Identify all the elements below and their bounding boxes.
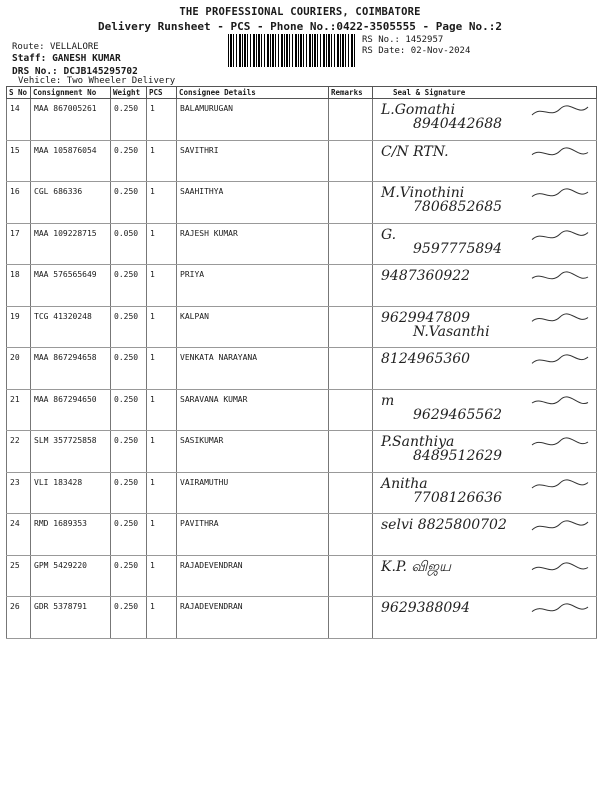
row-consignee: PAVITHRA	[177, 514, 329, 556]
row-weight: 0.250	[111, 431, 147, 473]
table-row	[7, 99, 597, 141]
row-signature	[373, 514, 597, 556]
row-sno: 18	[7, 265, 31, 307]
row-consignee: KALPAN	[177, 306, 329, 348]
row-consignment-no: MAA 576565649	[31, 265, 111, 307]
row-sno: 20	[7, 348, 31, 390]
runsheet-table	[6, 86, 597, 639]
row-pcs: 1	[147, 182, 177, 224]
signature-phone: 8489512629	[413, 448, 503, 464]
row-remarks	[329, 514, 373, 556]
col-remarks-header: Remarks	[329, 87, 373, 99]
table-row	[7, 348, 597, 390]
signature-text: selvi 8825800702	[381, 517, 507, 533]
row-remarks	[329, 306, 373, 348]
route-label: Route:	[12, 42, 45, 52]
signature-scribble-icon	[530, 394, 590, 412]
row-sno: 14	[7, 99, 31, 141]
table-row	[7, 182, 597, 224]
rs-no-value: 1452957	[405, 35, 444, 45]
signature-scribble-icon	[530, 311, 590, 329]
row-weight: 0.250	[111, 555, 147, 597]
row-sno: 23	[7, 472, 31, 514]
staff-value: GANESH KUMAR	[52, 53, 121, 64]
row-consignee: SASIKUMAR	[177, 431, 329, 473]
row-remarks	[329, 265, 373, 307]
signature-phone: 9629465562	[413, 406, 503, 423]
row-pcs: 1	[147, 389, 177, 431]
row-consignment-no: RMD 1689353	[31, 514, 111, 556]
row-pcs: 1	[147, 431, 177, 473]
row-consignee: VAIRAMUTHU	[177, 472, 329, 514]
row-signature	[373, 182, 597, 224]
row-consignment-no: MAA 867294650	[31, 389, 111, 431]
signature-phone: N.Vasanthi	[413, 323, 490, 340]
row-signature	[373, 99, 597, 141]
row-remarks	[329, 472, 373, 514]
row-weight: 0.050	[111, 223, 147, 265]
row-weight: 0.250	[111, 348, 147, 390]
signature-scribble-icon	[530, 518, 590, 536]
row-pcs: 1	[147, 306, 177, 348]
signature-scribble-icon	[530, 601, 590, 619]
row-pcs: 1	[147, 223, 177, 265]
rs-date-value: 02-Nov-2024	[410, 46, 471, 56]
row-signature	[373, 431, 597, 473]
row-signature	[373, 348, 597, 390]
col-weight-header: Weight	[111, 87, 147, 99]
row-consignment-no: CGL 686336	[31, 182, 111, 224]
row-sno: 21	[7, 389, 31, 431]
row-signature	[373, 389, 597, 431]
signature-scribble-icon	[530, 435, 590, 453]
signature-text: M.Vinothini	[381, 185, 465, 201]
row-sno: 22	[7, 431, 31, 473]
row-signature	[373, 597, 597, 639]
signature-text: 9629388094	[381, 600, 471, 616]
row-consignee: SAAHITHYA	[177, 182, 329, 224]
signature-scribble-icon	[530, 186, 590, 204]
signature-text: 9629947809	[381, 309, 471, 326]
row-remarks	[329, 597, 373, 639]
row-sno: 19	[7, 306, 31, 348]
staff-line	[12, 53, 121, 64]
vehicle-line	[18, 76, 175, 86]
row-pcs: 1	[147, 555, 177, 597]
row-signature	[373, 306, 597, 348]
row-consignment-no: MAA 867294658	[31, 348, 111, 390]
col-pcs-header: PCS	[147, 87, 177, 99]
row-signature	[373, 555, 597, 597]
row-sno: 24	[7, 514, 31, 556]
col-signature-header: Seal & Signature	[373, 87, 597, 99]
row-consignee: RAJADEVENDRAN	[177, 555, 329, 597]
signature-scribble-icon	[530, 560, 590, 578]
company-title: THE PROFESSIONAL COURIERS, COIMBATORE	[179, 6, 421, 18]
table-header-row	[7, 87, 597, 99]
rs-no-line	[362, 35, 443, 45]
row-weight: 0.250	[111, 306, 147, 348]
route-value: VELLALORE	[49, 42, 99, 52]
row-remarks	[329, 389, 373, 431]
table-row	[7, 306, 597, 348]
signature-phone: 7806852685	[413, 199, 503, 215]
row-signature	[373, 223, 597, 265]
row-sno: 25	[7, 555, 31, 597]
col-consignment-header: Consignment No	[31, 87, 111, 99]
table-row	[7, 431, 597, 473]
signature-phone: 9597775894	[413, 240, 503, 257]
row-pcs: 1	[147, 597, 177, 639]
row-consignee: BALAMURUGAN	[177, 99, 329, 141]
row-consignee: RAJESH KUMAR	[177, 223, 329, 265]
route-line	[12, 42, 99, 52]
row-consignment-no: SLM 357725858	[31, 431, 111, 473]
signature-phone: 8940442688	[413, 116, 503, 132]
table-row	[7, 265, 597, 307]
row-signature	[373, 140, 597, 182]
row-weight: 0.250	[111, 99, 147, 141]
col-sno-header: S No	[7, 87, 31, 99]
row-consignment-no: GPM 5429220	[31, 555, 111, 597]
signature-text: K.P. விஜய	[381, 558, 451, 575]
signature-scribble-icon	[530, 228, 590, 246]
row-remarks	[329, 555, 373, 597]
row-pcs: 1	[147, 472, 177, 514]
signature-scribble-icon	[530, 352, 590, 370]
signature-scribble-icon	[530, 145, 590, 163]
col-consignee-header: Consignee Details	[177, 87, 329, 99]
row-consignee: SARAVANA KUMAR	[177, 389, 329, 431]
row-remarks	[329, 182, 373, 224]
signature-scribble-icon	[530, 477, 590, 495]
row-weight: 0.250	[111, 140, 147, 182]
rs-date-label: RS Date:	[362, 46, 406, 56]
row-consignee: PRIYA	[177, 265, 329, 307]
row-remarks	[329, 431, 373, 473]
row-consignment-no: MAA 105876054	[31, 140, 111, 182]
signature-phone: 7708126636	[413, 489, 503, 506]
row-signature	[373, 265, 597, 307]
row-remarks	[329, 140, 373, 182]
row-remarks	[329, 99, 373, 141]
row-consignment-no: TCG 41320248	[31, 306, 111, 348]
table-row	[7, 140, 597, 182]
row-remarks	[329, 348, 373, 390]
row-pcs: 1	[147, 99, 177, 141]
row-sno: 26	[7, 597, 31, 639]
signature-text: 8124965360	[381, 351, 471, 367]
signature-text: Anitha	[381, 475, 428, 492]
staff-label: Staff:	[12, 53, 47, 64]
row-pcs: 1	[147, 140, 177, 182]
table-row	[7, 514, 597, 556]
row-pcs: 1	[147, 265, 177, 307]
table-row	[7, 555, 597, 597]
signature-text: 9487360922	[381, 268, 471, 284]
row-consignee: SAVITHRI	[177, 140, 329, 182]
row-consignment-no: MAA 109228715	[31, 223, 111, 265]
barcode	[228, 34, 356, 67]
rs-date-line	[362, 46, 470, 56]
row-weight: 0.250	[111, 265, 147, 307]
table-row	[7, 472, 597, 514]
signature-text: m	[381, 392, 395, 409]
signature-text: L.Gomathi	[381, 102, 456, 118]
signature-text: P.Santhiya	[381, 434, 455, 450]
row-pcs: 1	[147, 514, 177, 556]
row-sno: 17	[7, 223, 31, 265]
table-row	[7, 223, 597, 265]
vehicle-label: Vehicle:	[18, 76, 62, 86]
row-consignment-no: VLI 183428	[31, 472, 111, 514]
row-signature	[373, 472, 597, 514]
rs-no-label: RS No.:	[362, 35, 400, 45]
signature-scribble-icon	[530, 269, 590, 287]
row-weight: 0.250	[111, 182, 147, 224]
row-remarks	[329, 223, 373, 265]
row-consignee: RAJADEVENDRAN	[177, 597, 329, 639]
row-weight: 0.250	[111, 472, 147, 514]
table-row	[7, 389, 597, 431]
vehicle-value: Two Wheeler Delivery	[66, 76, 176, 86]
row-pcs: 1	[147, 348, 177, 390]
row-sno: 15	[7, 140, 31, 182]
row-consignment-no: MAA 867005261	[31, 99, 111, 141]
signature-text: C/N RTN.	[381, 143, 449, 160]
signature-scribble-icon	[530, 103, 590, 121]
row-consignment-no: GDR 5378791	[31, 597, 111, 639]
row-weight: 0.250	[111, 389, 147, 431]
row-weight: 0.250	[111, 514, 147, 556]
table-row	[7, 597, 597, 639]
drs-label: DRS No.:	[12, 66, 58, 77]
row-sno: 16	[7, 182, 31, 224]
row-consignee: VENKATA NARAYANA	[177, 348, 329, 390]
signature-text: G.	[381, 226, 397, 243]
runsheet-subtitle: Delivery Runsheet - PCS - Phone No.:0422-3505555 - Page No.:2	[98, 20, 502, 33]
drs-value: DCJB145295702	[63, 66, 138, 77]
row-weight: 0.250	[111, 597, 147, 639]
